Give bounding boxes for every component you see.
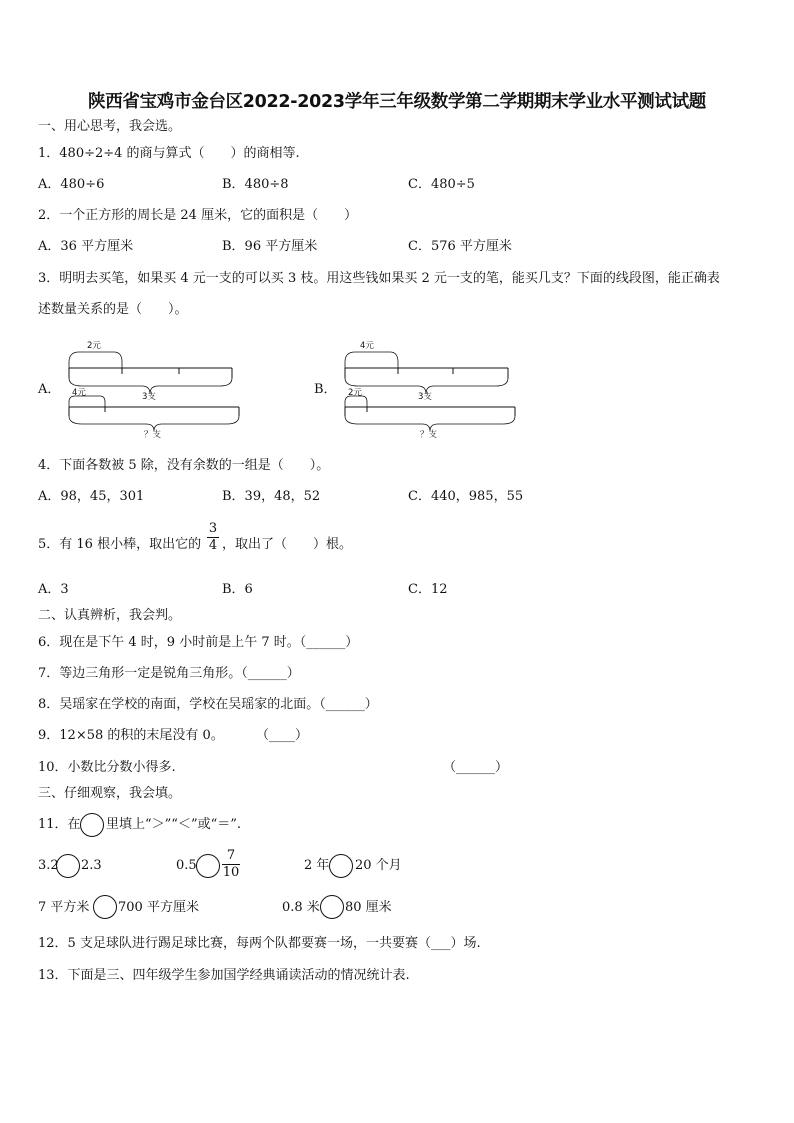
page-title: 陕西省宝鸡市金台区2022-2023学年三年级数学第二学期期末学业水平测试试题: [88, 92, 706, 112]
fraction-denominator: 10: [222, 865, 240, 880]
q11-item2-fraction: [222, 849, 240, 880]
question-4-option-b: B．39，48，52: [222, 489, 321, 504]
q11-item3-left: 2 年: [304, 858, 330, 873]
fraction-numerator: 7: [226, 848, 236, 863]
comparison-circle-4[interactable]: [93, 895, 117, 919]
line-segment-diagram-b: [338, 334, 518, 444]
q11-item1-right: 2.3: [81, 858, 102, 873]
question-5-stem-pre: 5．有 16 根小棒，取出它的: [38, 537, 202, 552]
question-5-stem-post: ，取出了（ ）根。: [222, 537, 353, 552]
q11-item3-right: 20 个月: [355, 858, 402, 873]
diagram-a-top-label: 2元: [87, 341, 101, 351]
brace-top-a: [69, 352, 122, 368]
comparison-circle-5[interactable]: [320, 895, 344, 919]
diagram-b-top-label: 4元: [360, 341, 374, 351]
question-4-option-a: A．98，45，301: [38, 489, 145, 504]
question-7: 7．等边三角形一定是锐角三角形。（______）: [38, 666, 300, 681]
q11-item4-right: 700 平方厘米: [118, 900, 199, 915]
q11-item1-left: 3.2: [38, 858, 59, 873]
question-3-option-a: A．: [38, 382, 61, 397]
question-1-option-c: C．480÷5: [408, 177, 475, 192]
question-11-stem-post: 里填上“＞”“＜”或“＝”.: [106, 817, 242, 832]
question-8: 8．吴瑶家在学校的南面，学校在吴瑶家的北面。（______）: [38, 697, 378, 712]
brace-top-b: [345, 352, 398, 368]
question-5-option-a: A．3: [38, 582, 69, 597]
diagram-a-q-label: ？支: [144, 430, 162, 440]
question-1-option-a: A．480÷6: [38, 177, 105, 192]
section-heading-3: 三、仔细观察，我会填。: [38, 786, 182, 801]
question-2-option-b: B．96 平方厘米: [222, 239, 318, 254]
question-5-option-b: B．6: [222, 582, 253, 597]
fraction-numerator: 3: [208, 521, 218, 536]
diagram-b-mid-label: 3支: [418, 392, 432, 402]
diagram-b-q-label: ？支: [420, 430, 438, 440]
brace-q-a: [69, 416, 239, 431]
question-2-option-a: A．36 平方厘米: [38, 239, 134, 254]
section-heading-1: 一、用心思考，我会选。: [38, 119, 182, 134]
question-10-blank: （______）: [443, 760, 509, 775]
comparison-circle-1[interactable]: [56, 854, 80, 878]
brace-q-b: [345, 416, 515, 431]
question-3-option-b: B．: [314, 382, 337, 397]
diagram-a-mid-label: 3支: [142, 392, 156, 402]
comparison-circle-3[interactable]: [329, 854, 353, 878]
fraction-denominator: 4: [208, 538, 218, 553]
comparison-circle-example: [80, 813, 104, 837]
comparison-circle-2[interactable]: [196, 854, 220, 878]
question-12: 12．5 支足球队进行踢足球比赛，每两个队都要赛一场，一共要赛（___）场.: [38, 936, 481, 951]
question-6: 6．现在是下午 4 时，9 小时前是上午 7 时。（______）: [38, 635, 359, 650]
question-2-option-c: C．576 平方厘米: [408, 239, 512, 254]
question-9-stem: 9．12×58 的积的末尾没有 0。: [38, 728, 224, 743]
diagram-a-bottom-label: 4元: [72, 388, 86, 398]
q11-item2-left: 0.5: [176, 858, 197, 873]
question-4-option-c: C．440，985，55: [408, 489, 524, 504]
q11-item5-right: 80 厘米: [345, 900, 392, 915]
question-11-stem-pre: 11．在: [38, 817, 81, 832]
question-9-blank: （____）: [256, 728, 309, 743]
q11-item4-left: 7 平方米: [38, 900, 90, 915]
question-5-option-c: C．12: [408, 582, 448, 597]
question-5-fraction: [207, 522, 219, 553]
question-4-stem: 4．下面各数被 5 除，没有余数的一组是（ ）。: [38, 458, 330, 473]
question-1-stem: 1．480÷2÷4 的商与算式（ ）的商相等.: [38, 146, 300, 161]
question-10-stem: 10．小数比分数小得多.: [38, 760, 176, 775]
q11-item5-left: 0.8 米: [282, 900, 320, 915]
question-3-stem-line1: 3．明明去买笔，如果买 4 元一支的可以买 3 枝。用这些钱如果买 2 元一支的笔，能买几支？下面的线段图，能正确表: [38, 271, 720, 286]
question-2-stem: 2．一个正方形的周长是 24 厘米，它的面积是（ ）: [38, 208, 358, 223]
question-3-stem-line2: 述数量关系的是（ ）。: [38, 302, 188, 317]
question-13: 13．下面是三、四年级学生参加国学经典诵读活动的情况统计表.: [38, 968, 410, 983]
line-segment-diagram-a: [62, 334, 242, 444]
section-heading-2: 二、认真辨析，我会判。: [38, 608, 182, 623]
question-1-option-b: B．480÷8: [222, 177, 289, 192]
diagram-b-bottom-label: 2元: [348, 388, 362, 398]
